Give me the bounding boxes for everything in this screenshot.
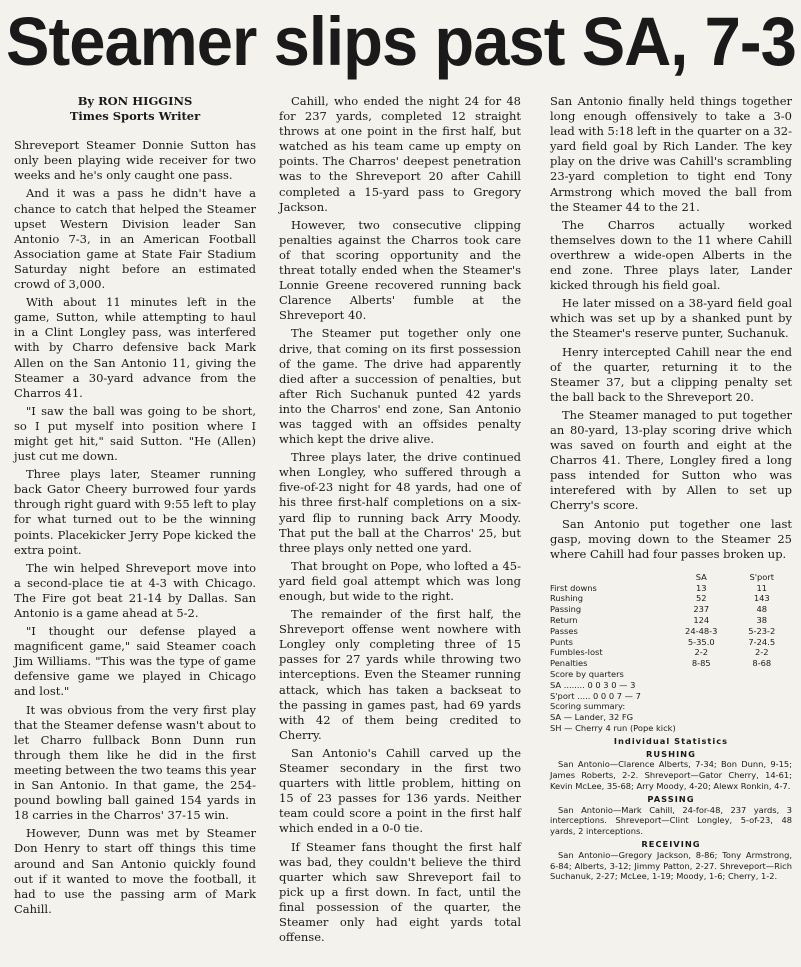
article-column-1 xyxy=(14,94,256,920)
rushing-text: San Antonio—Clarence Alberts, 7-34; Bon Dunn, 9-15; James Roberts, 2-2. Shreveport—Gator Cherry, 14-61; Kevin McLee, 35-68; Arry Moody, 4-20; Alewx Ronkin, 4-7. xyxy=(550,759,792,791)
article-paragraph: With about 11 minutes left in the game, Sutton, while attempting to haul in a Clint Longley pass, was interfered with by Charro defensive back Mark Allen on the San Antonio 11, giving the Steamer a 30-yard advance from the Charros 41. xyxy=(14,295,256,400)
byline xyxy=(14,94,256,124)
stat-label: Punts xyxy=(550,636,573,647)
stat-value: 8-85 xyxy=(691,658,711,669)
team-stats-row xyxy=(550,658,792,669)
article-paragraph: Three plays later, the drive continued when Longley, who suffered through a five-of-23 night for 48 yards, had one of his three first-half completions on a six-yard flip to running back Arry Moody. That put the ball at the Charros' 25, but three plays only netted one yard. xyxy=(279,450,521,555)
stat-value: 11 xyxy=(756,582,768,593)
article-paragraph: It was obvious from the very first play that the Steamer defense wasn't about to let Charro fullback Bonn Dunn run through them like he did in the first meeting between the two teams this year in San Antonio. In that game, the 254-pound bowling ball gained 154 yards in 18 carries in the Charros' 37-15 win. xyxy=(14,702,256,823)
stat-value: 124 xyxy=(693,615,710,625)
stat-label: Passing xyxy=(550,604,582,615)
receiving-title: RECEIVING xyxy=(641,838,701,849)
stat-value: 5-23-2 xyxy=(748,625,776,636)
stats-header-cell xyxy=(550,572,671,583)
scoring-summary-title: Scoring summary: xyxy=(550,701,626,712)
article-paragraph: That brought on Pope, who lofted a 45-yard field goal attempt which was long enough, but wide to the right. xyxy=(279,558,521,603)
stat-label: First downs xyxy=(550,582,597,593)
stat-value: 143 xyxy=(753,593,770,604)
individual-stats-title: Individual Statistics xyxy=(613,735,729,746)
headline: Steamer slips past SA, 7-3 xyxy=(6,3,796,80)
stat-label: Rushing xyxy=(550,593,584,604)
team-stats-row xyxy=(550,647,792,658)
byline-author: By RON HIGGINS xyxy=(77,94,193,108)
stat-value: 7-24.5 xyxy=(748,636,776,647)
team-stats-header xyxy=(550,572,792,583)
stat-value: 38 xyxy=(756,615,768,625)
stat-value: 237 xyxy=(693,604,710,615)
article-paragraph: The Steamer managed to put together an 80-yard, 13-play scoring drive which was saved on fourth and eight at the Charros 41. There, Longley fired a long pass intended for Sutton who was interefered with by Allen to set up Cherry's score. xyxy=(550,407,792,513)
article-paragraph: Three plays later, Steamer running back Gator Cheery burrowed four yards through right guard with 9:55 left to play for what turned out to be the winning points. Placekicker Jerry Pope kicked the extra point. xyxy=(14,467,256,557)
article-paragraph: And it was a pass he didn't have a chance to catch that helped the Steamer upset Western Division leader San Antonio 7-3, in an American Football Association game at State Fair Stadium Saturday night before an estimated crowd of 3,000. xyxy=(14,186,256,292)
stat-label: Return xyxy=(550,615,578,625)
team-stats-row xyxy=(550,615,792,626)
stat-value: 2-2 xyxy=(754,647,769,658)
stat-value: 2-2 xyxy=(694,647,709,658)
score-by-quarters-title: Score by quarters xyxy=(550,668,624,679)
article-paragraph: The win helped Shreveport move into a second-place tie at 4-3 with Chicago. The Fire got beat 21-14 by Dallas. San Antonio is a game ahead at 5-2. xyxy=(14,560,256,620)
team-stats-row xyxy=(550,637,792,648)
passing-text: San Antonio—Mark Cahill, 24-for-48, 237 yards, 3 interceptions. Shreveport—Clint Longley, 5-of-23, 48 yards, 2 interceptions. xyxy=(550,804,792,837)
article-paragraph: The Steamer put together only one drive, that coming on its first possession of the game. The drive had apparently died after a succession of penalties, but after Rich Suchanuk punted 42 yards into the Charros' end zone, San Antonio was tagged with an offsides penalty which kept the drive alive. xyxy=(279,326,521,447)
stat-value: 8-68 xyxy=(752,658,772,669)
stat-value: 52 xyxy=(695,593,707,604)
article-paragraph: "I saw the ball was going to be short, so I put myself into position where I might get hit," said Sutton. "He (Allen) just cut me down. xyxy=(14,403,256,464)
article-column-2 xyxy=(279,94,521,948)
team-stats-row xyxy=(550,583,792,594)
article-paragraph: "I thought our defense played a magnificent game," said Steamer coach Jim Williams. "This was the type of game defensive game we played in Chicago and lost." xyxy=(14,624,256,699)
article-paragraph: Shreveport Steamer Donnie Sutton has only been playing wide receiver for two weeks and he's only caught one pass. xyxy=(14,138,256,183)
article-paragraph: San Antonio put together one last gasp, moving down to the Steamer 25 where Cahill had four passes broken up. xyxy=(550,516,792,561)
stat-label: Penalties xyxy=(550,658,588,669)
byline-role: Times Sports Writer xyxy=(69,109,201,124)
stat-value: 13 xyxy=(695,582,707,593)
stats-header-cell: S'port xyxy=(749,571,775,582)
stat-label: Fumbles-lost xyxy=(550,647,603,658)
team-stats-row xyxy=(550,626,792,637)
article-paragraph: He later missed on a 38-yard field goal which was set up by a shanked punt by the Steamer's reserve punter, Suchanuk. xyxy=(550,296,792,341)
article-paragraph: However, two consecutive clipping penalties against the Charros took care of that scoring opportunity and the threat totally ended when the Steamer's Lonnie Greene recovered running back Clarence Alberts' fumble at the Shreveport 40. xyxy=(279,217,521,323)
article-paragraph: The Charros actually worked themselves down to the 11 where Cahill overthrew a wide-open Alberts in the end zone. Three plays later, Lander kicked through his field goal. xyxy=(550,217,792,293)
article-paragraph: Henry intercepted Cahill near the end of the quarter, returning it to the Steamer 37, but a clipping penalty set the ball back to the Shreveport 20. xyxy=(550,344,792,404)
article-paragraph: San Antonio's Cahill carved up the Steamer secondary in the first two quarters with little problem, hitting on 15 of 23 passes for 136 yards. Neither team could score a point in the first half which ended in a 0-0 tie. xyxy=(279,745,521,836)
stat-label: Passes xyxy=(550,625,578,636)
box-score xyxy=(550,572,792,882)
stat-value: 48 xyxy=(756,604,768,615)
scoring-summary-line: SA — Lander, 32 FG xyxy=(550,712,634,723)
stat-value: 24-48-3 xyxy=(685,625,718,636)
score-line: S'port ..... 0 0 0 7 — 7 xyxy=(550,690,641,701)
team-stats-table xyxy=(550,572,792,669)
stats-header-cell: SA xyxy=(695,571,707,582)
article-paragraph: The remainder of the first half, the Shreveport offense went nowhere with Longley only completing three of 15 passes for 27 yards while throwing two interceptions. Even the Steamer running attack, which has taken a backseat to the passing in games past, had 69 yards with 42 of them being credited to Cherry. xyxy=(279,607,521,742)
article-paragraph: Cahill, who ended the night 24 for 48 for 237 yards, completed 12 straight throws at one point in the first half, but watched as his team came up empty on points. The Charros' deepest penetration was to the Shreveport 20 after Cahill completed a 15-yard pass to Gregory Jackson. xyxy=(279,94,521,214)
scoring-summary-line: SH — Cherry 4 run (Pope kick) xyxy=(550,722,676,733)
team-stats-row xyxy=(550,604,792,615)
article-paragraph: If Steamer fans thought the first half was bad, they couldn't believe the third quarter which saw Shreveport fail to pick up a first down. In fact, until the final possession of the quarter, the Steamer only had eight yards total offense. xyxy=(279,839,521,945)
passing-title: PASSING xyxy=(647,793,695,804)
rushing-title: RUSHING xyxy=(646,748,696,759)
article-paragraph: However, Dunn was met by Steamer Don Henry to start off things this time around and San Antonio quickly found out if it wanted to move the football, it had to use the passing arm of Mark Cahill. xyxy=(14,826,256,916)
article-paragraph: San Antonio finally held things together long enough offensively to take a 3-0 lead with 5:18 left in the quarter on a 32-yard field goal by Rich Lander. The key play on the drive was Cahill's scrambling 23-yard completion to tight end Tony Armstrong which moved the ball from the Steamer 44 to the 21. xyxy=(550,94,793,214)
team-stats-row xyxy=(550,593,792,604)
score-line: SA ........ 0 0 3 0 — 3 xyxy=(550,679,636,690)
article-column-3 xyxy=(550,94,792,882)
stat-value: 5-35.0 xyxy=(687,636,715,647)
receiving-text: San Antonio—Gregory Jackson, 8-86; Tony Armstrong, 6-84; Alberts, 3-12; Jimmy Patton, 2-27. Shreveport—Rich Suchanuk, 2-27; McLee, 1-19; Moody, 1-6; Cherry, 1-2. xyxy=(550,849,792,882)
